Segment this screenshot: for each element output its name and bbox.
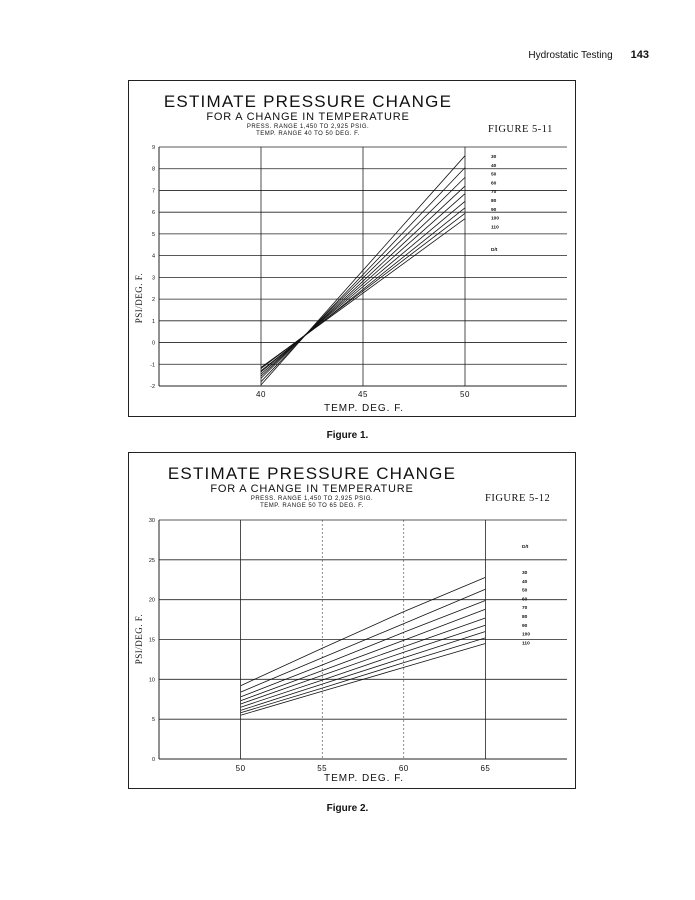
- chart-title: ESTIMATE PRESSURE CHANGE: [163, 92, 453, 111]
- chart-note-temperature: TEMP. RANGE 50 TO 65 DEG. F.: [260, 503, 364, 509]
- legend-title: D/t: [522, 545, 529, 550]
- y-tick-label: 30: [148, 518, 155, 524]
- page-header: [528, 49, 649, 61]
- running-header-title: Hydrostatic Testing: [528, 50, 613, 61]
- x-axis-label: TEMP. DEG. F.: [323, 773, 405, 784]
- y-tick-label: 2: [151, 297, 155, 304]
- series-line-70: [241, 618, 486, 704]
- series-line-40: [241, 589, 486, 692]
- series-line-60: [241, 609, 486, 701]
- legend-entry: 70: [491, 190, 497, 196]
- y-tick-label: 4: [151, 253, 155, 260]
- figure-label: FIGURE 5-11: [488, 124, 553, 135]
- series-line-100: [241, 638, 486, 713]
- legend-entry: 100: [522, 632, 531, 638]
- y-tick-label: 15: [148, 637, 155, 644]
- y-tick-label: 9: [151, 145, 155, 151]
- y-tick-label: 5: [151, 231, 155, 238]
- legend-entry: 80: [491, 199, 497, 204]
- y-axis-label: PSI/DEG. F.: [134, 613, 144, 665]
- legend-entry: 60: [522, 597, 528, 603]
- chart-note-pressure: PRESS. RANGE 1,450 TO 2,925 PSIG.: [246, 124, 370, 130]
- y-tick-label: 1: [151, 318, 155, 325]
- legend-entry: 100: [491, 216, 500, 222]
- legend-entry: 60: [491, 181, 497, 187]
- y-tick-label: -1: [150, 362, 155, 369]
- figure-1-caption: Figure 1.: [326, 430, 369, 441]
- figure-5-11-panel: [128, 80, 576, 417]
- legend-entry: 90: [491, 207, 497, 213]
- series-line-90: [241, 632, 486, 711]
- y-tick-label: -2: [150, 384, 155, 390]
- y-tick-label: 25: [148, 557, 155, 564]
- figure-2-caption: Figure 2.: [326, 803, 369, 814]
- legend-entry: 50: [522, 588, 528, 594]
- plot-area: [150, 145, 567, 399]
- chart-subtitle: FOR A CHANGE IN TEMPERATURE: [210, 483, 414, 495]
- legend-entry: 40: [491, 163, 497, 169]
- x-tick-label: 60: [398, 764, 409, 773]
- x-tick-label: 65: [480, 764, 491, 773]
- x-tick-label: 45: [358, 390, 368, 399]
- series-line-30: [241, 577, 486, 685]
- legend-entry: 70: [522, 606, 528, 612]
- y-tick-label: 0: [151, 340, 155, 347]
- chart-title: ESTIMATE PRESSURE CHANGE: [167, 464, 457, 483]
- y-axis-label: PSI/DEG. F.: [134, 272, 144, 324]
- y-tick-label: 0: [151, 757, 155, 763]
- y-tick-label: 6: [151, 210, 155, 217]
- chart-note-temperature: TEMP. RANGE 40 TO 50 DEG. F.: [256, 131, 360, 137]
- chart-subtitle: FOR A CHANGE IN TEMPERATURE: [206, 111, 410, 123]
- legend-entry: 80: [522, 615, 528, 620]
- page-number: 143: [630, 49, 649, 61]
- legend-entry: 50: [491, 172, 497, 178]
- chart-5-12: [129, 453, 575, 788]
- y-tick-label: 5: [151, 717, 155, 724]
- chart-note-pressure: PRESS. RANGE 1,450 TO 2,925 PSIG.: [250, 496, 374, 502]
- legend-title: D/t: [491, 248, 498, 253]
- legend-entry: 30: [522, 571, 528, 576]
- legend-entry: 110: [491, 225, 499, 231]
- y-tick-label: 8: [151, 166, 155, 173]
- plot-area: [149, 518, 567, 773]
- legend-entry: 40: [522, 579, 528, 585]
- figure-label: FIGURE 5-12: [485, 493, 551, 504]
- chart-5-11: [129, 81, 575, 416]
- x-tick-label: 40: [256, 390, 266, 399]
- x-tick-label: 55: [317, 764, 328, 773]
- legend-entry: 30: [491, 155, 497, 160]
- y-tick-label: 7: [151, 188, 155, 195]
- figure-5-12-panel: [128, 452, 576, 789]
- legend-entry: 110: [522, 641, 530, 647]
- legend-entry: 90: [522, 623, 528, 629]
- series-line-80: [241, 625, 486, 707]
- x-tick-label: 50: [235, 764, 246, 773]
- x-axis-label: TEMP. DEG. F.: [323, 403, 405, 414]
- y-tick-label: 20: [148, 597, 155, 604]
- y-tick-label: 3: [151, 275, 155, 282]
- x-tick-label: 50: [460, 390, 470, 399]
- y-tick-label: 10: [148, 677, 155, 684]
